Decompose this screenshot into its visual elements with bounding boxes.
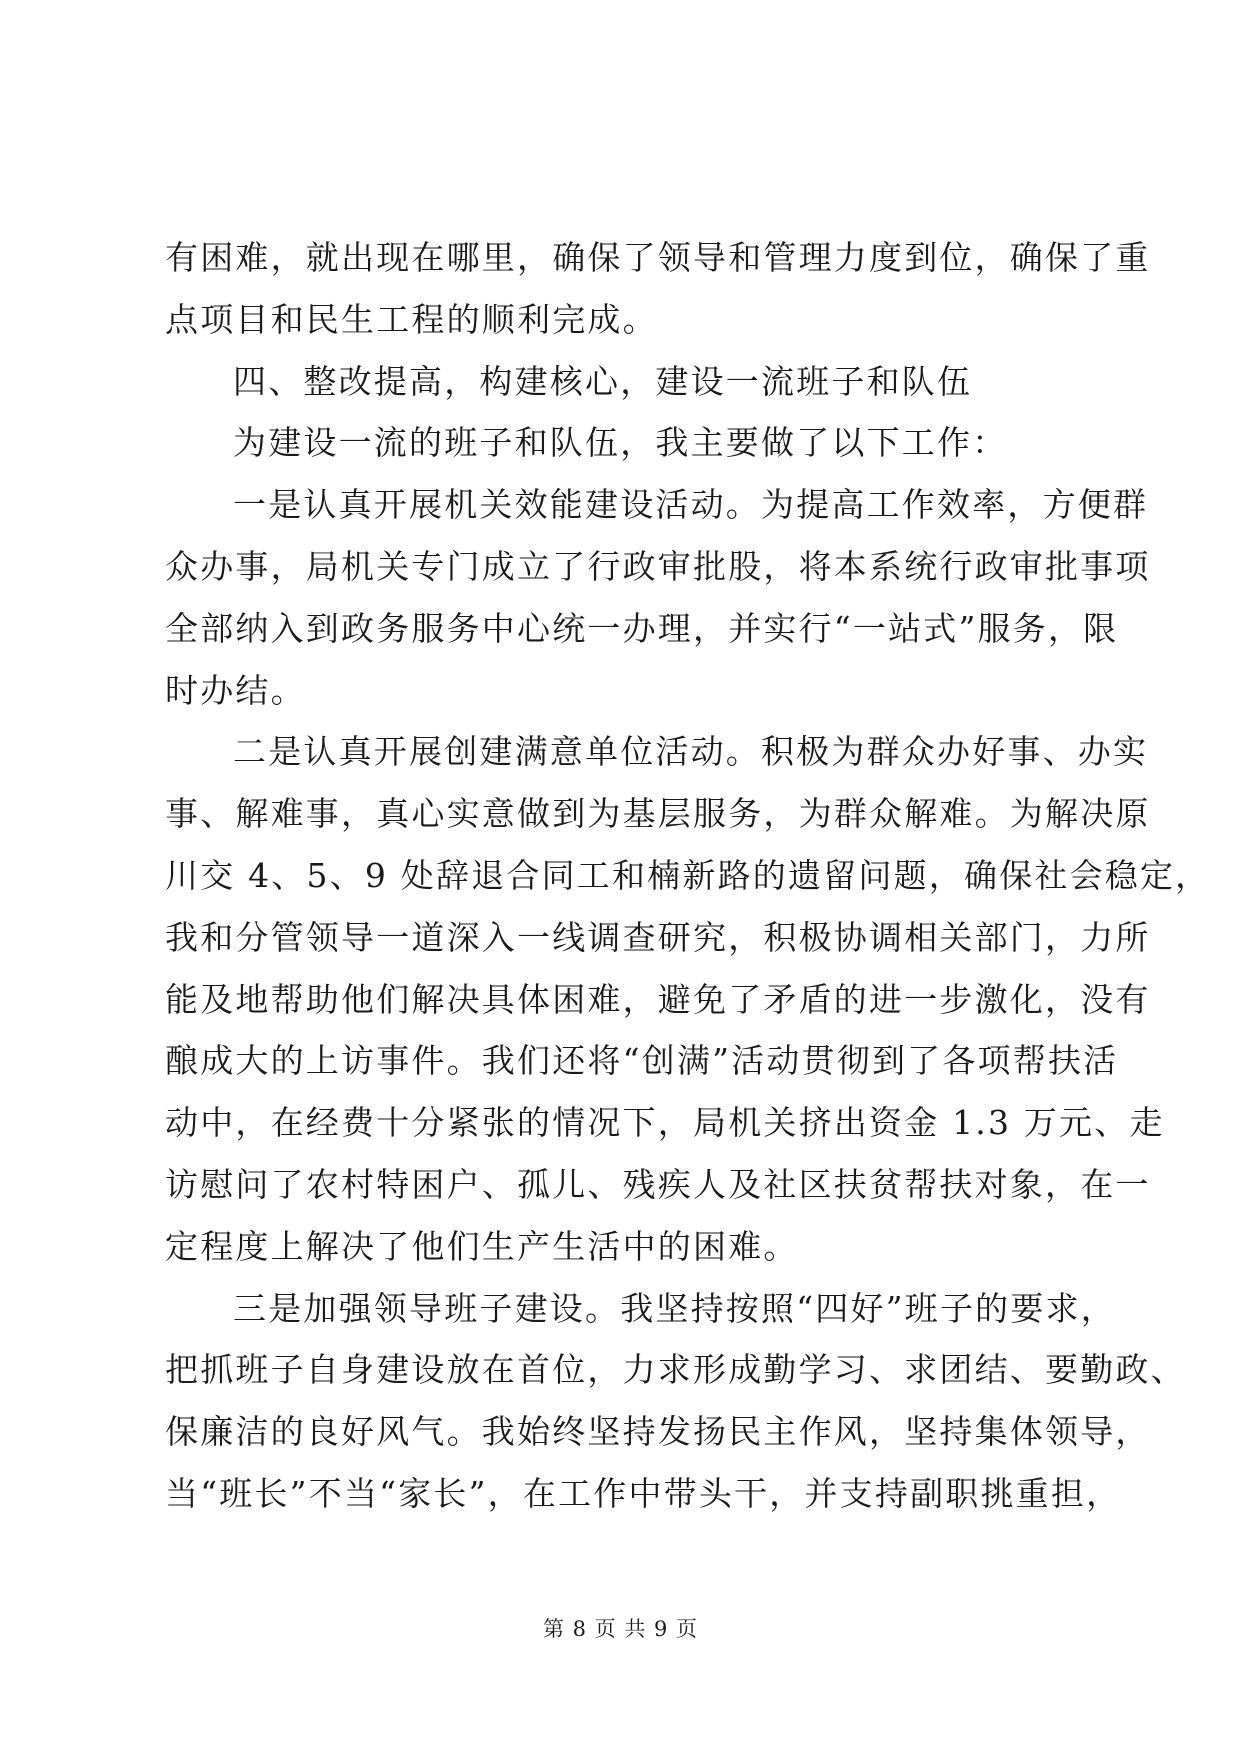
text-line: 时办结。: [165, 670, 306, 710]
text-line: 事、解难事，真心实意做到为基层服务，为群众解难。为解决原: [165, 794, 1151, 834]
text-line: 一是认真开展机关效能建设活动。为提高工作效率，方便群: [233, 485, 1149, 525]
text-line: 二是认真开展创建满意单位活动。积极为群众办好事、办实: [233, 732, 1149, 772]
text-line: 定程度上解决了他们生产生活中的困难。: [165, 1226, 799, 1266]
text-line: 众办事，局机关专门成立了行政审批股，将本系统行政审批事项: [165, 546, 1151, 586]
text-line: 点项目和民生工程的顺利完成。: [165, 299, 658, 339]
text-line: 有困难，就出现在哪里，确保了领导和管理力度到位，确保了重: [165, 238, 1151, 277]
text-line: 访慰问了农村特困户、孤儿、残疾人及社区扶贫帮扶对象，在一: [165, 1164, 1151, 1204]
text-line: 动中，在经费十分紧张的情况下，局机关挤出资金 1.3 万元、走: [165, 1103, 1165, 1143]
page-footer: 第 8 页 共 9 页: [542, 1617, 699, 1641]
body-text: [165, 227, 1211, 1525]
text-line: 酿成大的上访事件。我们还将“创满”活动贯彻到了各项帮扶活: [165, 1041, 1119, 1081]
text-line: 当“班长”不当“家长”，在工作中带头干，并支持副职挑重担，: [165, 1473, 1122, 1513]
text-line: 把抓班子自身建设放在首位，力求形成勤学习、求团结、要勤政、: [165, 1350, 1186, 1390]
text-line: 川交 4、5、9 处辞退合同工和楠新路的遗留问题，确保社会稳定，: [165, 855, 1211, 895]
text-line: 全部纳入到政务服务中心统一办理，并实行“一站式”服务，限: [165, 608, 1119, 648]
text-line: 我和分管领导一道深入一线调查研究，积极协调相关部门，力所: [165, 917, 1151, 957]
text-line: 四、整改提高，构建核心，建设一流班子和队伍: [233, 361, 973, 401]
text-line: 三是加强领导班子建设。我坚持按照“四好”班子的要求，: [233, 1288, 1116, 1328]
text-line: 能及地帮助他们解决具体困难，避免了矛盾的进一步激化，没有: [165, 979, 1151, 1019]
text-line: 为建设一流的班子和队伍，我主要做了以下工作：: [233, 423, 1008, 463]
text-line: 保廉洁的良好风气。我始终坚持发扬民主作风，坚持集体领导，: [165, 1412, 1151, 1452]
